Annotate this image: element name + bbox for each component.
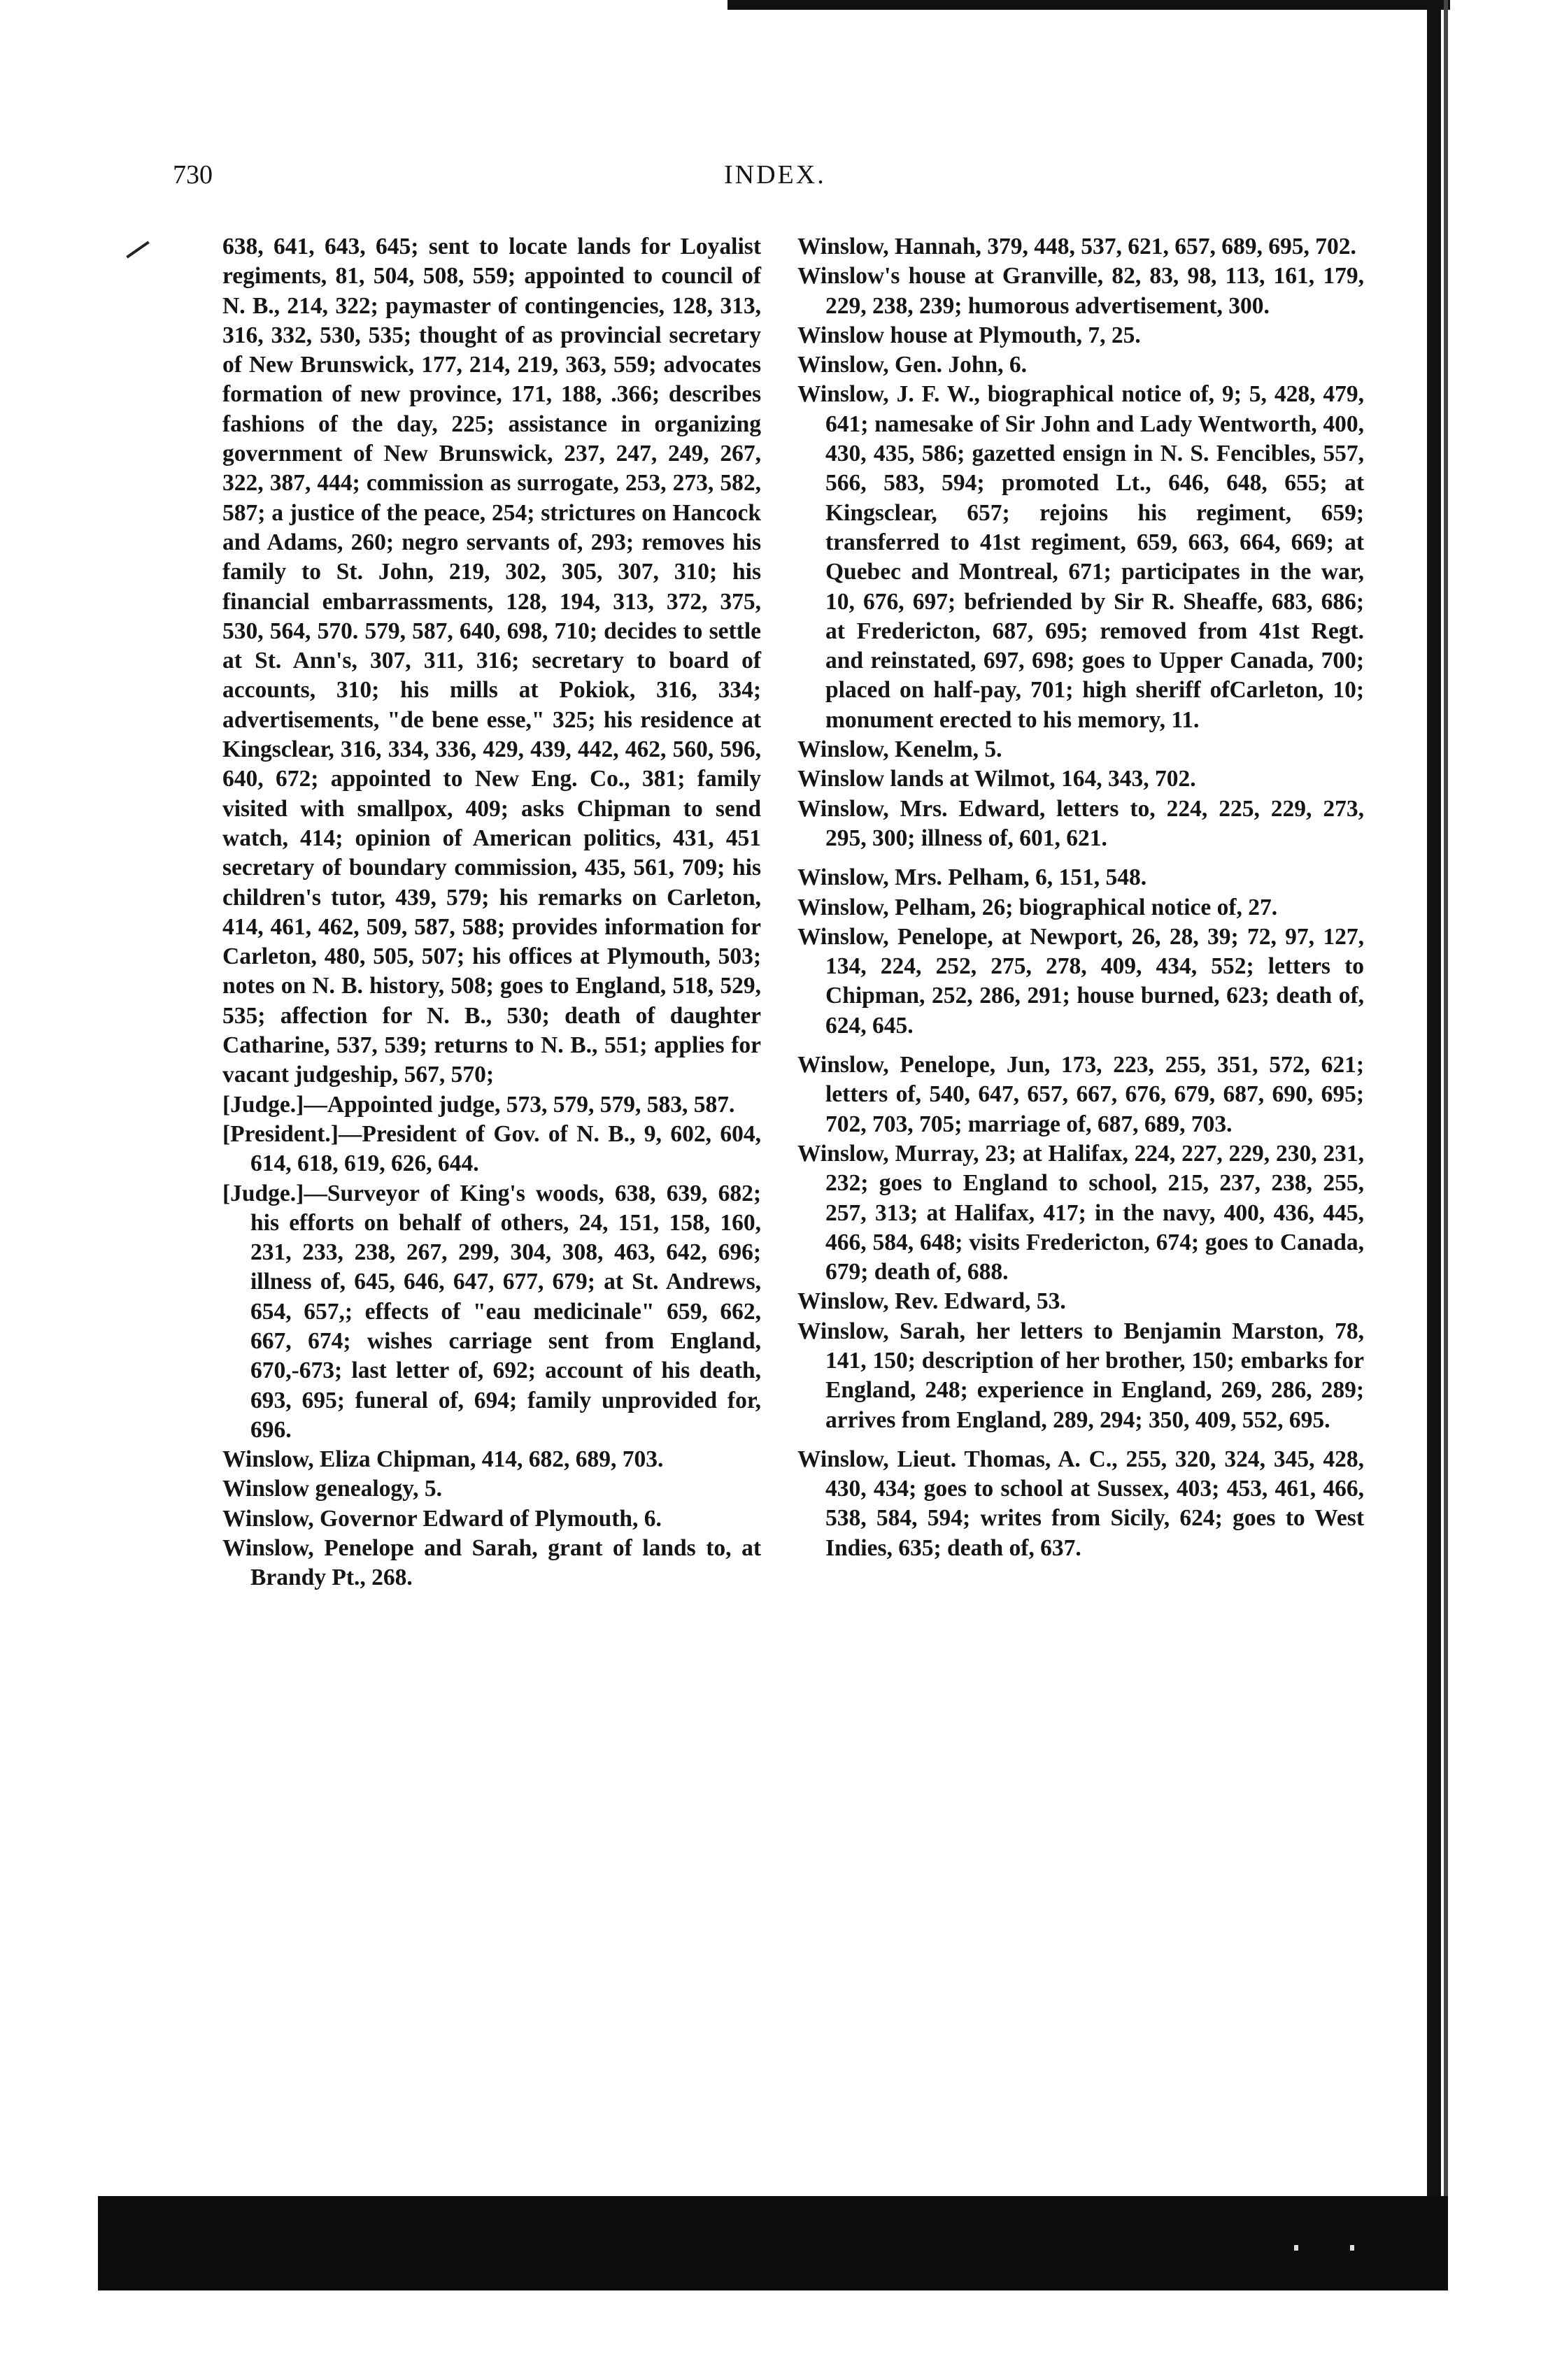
index-entry: Winslow, Murray, 23; at Halifax, 224, 227, 229, 230, 231, 232; goes to England to school, 215, 237, 238, 255, 257, 313; at Halifax, 417; in the navy, 400, 436, 445, 466, 584, 648; visits Fredericton, 674; goes to Canada, 679; death of, 688. <box>797 1140 1364 1285</box>
index-entry: Winslow house at Plymouth, 7, 25. <box>797 322 1141 348</box>
index-entry: Winslow, Pelham, 26; biographical notice of, 27. <box>797 894 1278 920</box>
index-entry: [Judge.]—Surveyor of King's woods, 638, 639, 682; his efforts on behalf of others, 24, 151, 158, 160, 231, 233, 238, 267, 299, 304, 308, 463, 642, 696; illness of, 645, 646, 647, 677, 679; at St. Andrews, 654, 657,; effects of "eau medicinale" 659, 662, 667, 674; wishes carriage sent from England, 670,-673; last letter of, 692; account of his death, 693, 695; funeral of, 694; family unprovided for, 696. <box>222 1180 761 1443</box>
page-number: 730 <box>173 160 213 190</box>
index-column-left <box>222 232 761 1593</box>
index-entry: Winslow lands at Wilmot, 164, 343, 702. <box>797 766 1196 792</box>
scan-edge-bottom <box>98 2196 1448 2290</box>
index-entry: Winslow, Penelope, at Newport, 26, 28, 39; 72, 97, 127, 134, 224, 252, 275, 278, 409, 434, 552; letters to Chipman, 252, 286, 291; house burned, 623; death of, 624, 645. <box>797 923 1364 1039</box>
index-entry: Winslow, Mrs. Edward, letters to, 224, 225, 229, 273, 295, 300; illness of, 601, 621. <box>797 795 1364 851</box>
scan-edge-right-shadow <box>1444 0 1448 2217</box>
index-entry: [Judge.]—Appointed judge, 573, 579, 579, 583, 587. <box>222 1091 735 1118</box>
index-entry: Winslow, Mrs. Pelham, 6, 151, 548. <box>797 864 1147 891</box>
running-head: INDEX. <box>724 160 826 190</box>
scan-margin-right <box>1450 0 1562 2380</box>
scan-speck <box>1294 2245 1298 2251</box>
pencil-mark <box>126 241 149 258</box>
index-entry: Winslow, Governor Edward of Plymouth, 6. <box>222 1505 662 1532</box>
index-entry: Winslow, Lieut. Thomas, A. C., 255, 320, 324, 345, 428, 430, 434; goes to school at Sussex, 403; 453, 461, 466, 538, 584, 594; writes from Sicily, 624; goes to West Indies, 635; death of, 637. <box>797 1446 1364 1561</box>
index-entry: Winslow, Penelope and Sarah, grant of lands to, at Brandy Pt., 268. <box>222 1535 761 1591</box>
index-entry: Winslow, Eliza Chipman, 414, 682, 689, 703. <box>222 1446 664 1473</box>
index-entry: Winslow, Hannah, 379, 448, 537, 621, 657, 689, 695, 702. <box>797 234 1356 259</box>
index-column-right <box>797 232 1364 1563</box>
index-entry: [President.]—President of Gov. of N. B., 9, 602, 604, 614, 618, 619, 626, 644. <box>222 1120 761 1177</box>
index-entry: Winslow, Sarah, her letters to Benjamin Marston, 78, 141, 150; description of her brother, 150; embarks for England, 248; experience in England, 269, 286, 289; arrives from England, 289, 294; 350, 409, 552, 695. <box>797 1318 1364 1433</box>
scan-edge-right <box>1427 0 1441 2217</box>
index-entry: 638, 641, 643, 645; sent to locate lands for Loyalist regiments, 81, 504, 508, 559; appointed to council of N. B., 214, 322; paymaster of contingencies, 128, 313, 316, 332, 530, 535; thought of as provincial secretary of New Brunswick, 177, 214, 219, 363, 559; advocates formation of new province, 171, 188, .366; describes fashions of the day, 225; assistance in organizing government of New Brunswick, 237, 247, 249, 267, 322, 387, 444; commission as surrogate, 253, 273, 582, 587; a justice of the peace, 254; strictures on Hancock and Adams, 260; negro servants of, 293; removes his family to St. John, 219, 302, 305, 307, 310; his financial embarrassments, 128, 194, 313, 372, 375, 530, 564, 570. 579, 587, 640, 698, 710; decides to settle at St. Ann's, 307, 311, 316; secretary to board of accounts, 310; his mills at Pokiok, 316, 334; advertisements, "de bene esse," 325; his residence at Kingsclear, 316, 334, 336, 429, 439, 442, 462, 560, 596, 640, 672; appointed to New Eng. Co., 381; family visited with smallpox, 409; asks Chipman to send watch, 414; opinion of American politics, 431, 451 secretary of boundary commission, 435, 561, 709; his children's tutor, 439, 579; his remarks on Carleton, 414, 461, 462, 509, 587, 588; provides information for Carleton, 480, 505, 507; his offices at Plymouth, 503; notes on N. B. history, 508; goes to England, 518, 529, 535; affection for N. B., 530; death of daughter Catharine, 537, 539; returns to N. B., 551; applies for vacant judgeship, 567, 570; <box>222 234 761 1088</box>
index-entry: Winslow, Rev. Edward, 53. <box>797 1288 1066 1315</box>
index-entry: Winslow, Gen. John, 6. <box>797 352 1027 378</box>
index-entry: Winslow genealogy, 5. <box>222 1476 442 1502</box>
index-entry: Winslow, Kenelm, 5. <box>797 736 1002 763</box>
index-entry: Winslow's house at Granville, 82, 83, 98, 113, 161, 179, 229, 238, 239; humorous advertisement, 300. <box>797 263 1364 319</box>
index-entry: Winslow, J. F. W., biographical notice of, 9; 5, 428, 479, 641; namesake of Sir John and Lady Wentworth, 400, 430, 435, 586; gazetted ensign in N. S. Fencibles, 557, 566, 583, 594; promoted Lt., 646, 648, 655; at Kingsclear, 657; rejoins his regiment, 659; transferred to 41st regiment, 659, 663, 664, 669; at Quebec and Montreal, 671; participates in the war, 10, 676, 697; befriended by Sir R. Sheaffe, 683, 686; at Fredericton, 687, 695; removed from 41st Regt. and reinstated, 697, 698; goes to Upper Canada, 700; placed on half-pay, 701; high sheriff ofCarleton, 10; monument erected to his memory, 11. <box>797 381 1364 733</box>
scan-speck <box>1350 2245 1354 2251</box>
index-entry: Winslow, Penelope, Jun, 173, 223, 255, 351, 572, 621; letters of, 540, 647, 657, 667, 676, 679, 687, 690, 695; 702, 703, 705; marriage of, 687, 689, 703. <box>797 1052 1364 1137</box>
